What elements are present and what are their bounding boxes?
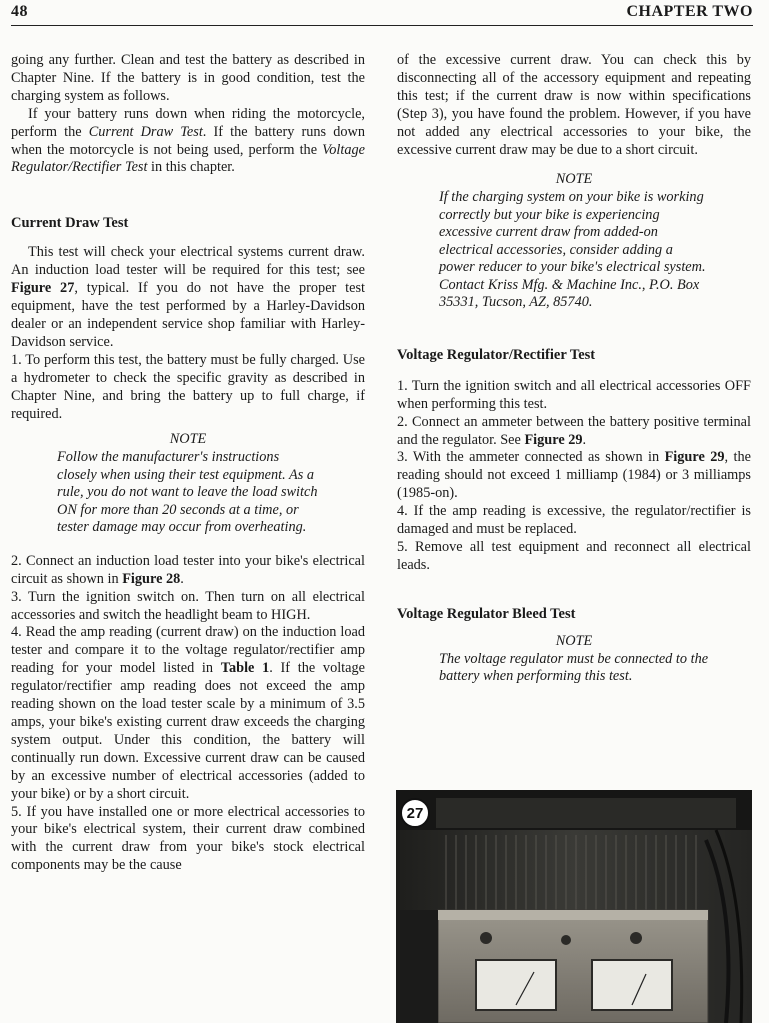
note-body: Follow the manufacturer's instructions closely when using their test equipment. As a rule, you do not want to leave the load switch ON for more than 20 seconds at a time, or tester damage may occur from overheating.	[57, 449, 318, 536]
load-tester-image	[396, 790, 752, 1023]
text: If your battery runs down when riding the motorcycle, perform the	[11, 105, 365, 140]
section-heading: Current Draw Test	[11, 215, 129, 232]
text: 2. Connect an ammeter between the battery positive terminal and the regulator. See	[397, 413, 751, 448]
text: , the reading should not exceed 1 milliamp (1984) or 3 milliamps (1985-on).	[397, 449, 751, 502]
figure-ref: Figure 27	[11, 280, 75, 297]
step: 1. To perform this test, the battery must be fully charged. Use a hydrometer to check the specific gravity as described in Chapter Nine, and bring the battery up to full charge, if required.	[11, 351, 365, 422]
text: , typical. If you do not have the proper test equipment, have the test performed by a Harley-Davidson dealer or an independent service shop familiar with Harley-Davidson service.	[11, 280, 365, 350]
step: 4. If the amp reading is excessive, the regulator/rectifier is damaged and must be replaced.	[397, 503, 751, 538]
text: . If the voltage regulator/rectifier amp reading does not exceed the amp reading shown on the load tester scale by a minimum of 3.5 amps, your bike's existing current draw exceeds the charging system output. Under this condition, the battery will continually run down. Excessive current draw can be caused by an excessive number of electrical accessories (added to your bike) or by a short circuit.	[11, 660, 365, 802]
figure-ref: Figure 29	[524, 431, 583, 448]
paragraph: going any further. Clean and test the battery as described in Chapter Nine. If the battery is in good condition, test the charging system as follows.	[11, 52, 365, 104]
chapter-title: CHAPTER TWO	[626, 3, 753, 20]
figure-ref: Figure 29	[664, 449, 725, 466]
paragraph: of the excessive current draw. You can check this by disconnecting all of the accessory equipment and repeating this test; if the current draw is now within specifications (Step 3), you have found the problem. However, if you have not added any electrical accessories to your bike, the excessive current draw may be due to a short circuit.	[397, 52, 751, 158]
note-title: NOTE	[555, 171, 593, 188]
figure-27-photo	[396, 790, 752, 1023]
note-body: The voltage regulator must be connected to the battery when performing this test.	[439, 650, 709, 685]
text: in this chapter.	[147, 159, 235, 176]
step: 3. Turn the ignition switch on. Then turn on all electrical accessories and switch the headlight beam to HIGH.	[11, 588, 365, 623]
step	[11, 553, 365, 589]
step	[397, 414, 751, 450]
step: 5. If you have installed one or more electrical accessories to your bike's electrical system, their current draw combined with the current draw from your bike's stock electrical components may be the cause	[11, 803, 365, 874]
text: . If the battery runs down when the motorcycle is not being used, perform the	[11, 123, 365, 158]
section-heading: Voltage Regulator/Rectifier Test	[397, 346, 596, 363]
text: 2. Connect an induction load tester into your bike's electrical circuit as shown in	[11, 552, 365, 587]
right-column	[397, 52, 751, 686]
text: .	[582, 431, 587, 448]
step: 1. Turn the ignition switch and all electrical accessories OFF when performing this test.	[397, 377, 751, 412]
emphasis: Voltage Regulator/Rectifier Test	[11, 141, 365, 176]
section-heading: Voltage Regulator Bleed Test	[397, 605, 576, 622]
note-body: If the charging system on your bike is working correctly but your bike is experiencing excessive current draw from added-on electrical accessories, consider adding a power reducer to your bike's electrical system. Contact Kriss Mfg. & Machine Inc., P.O. Box 35331, Tucson, AZ, 85740.	[439, 189, 706, 311]
emphasis: Current Draw Test	[88, 123, 203, 140]
figure-ref: Figure 28	[122, 570, 181, 587]
text: .	[180, 570, 184, 587]
paragraph	[11, 244, 365, 351]
text: 3. With the ammeter connected as shown in	[397, 449, 665, 466]
text: 4. Read the amp reading (current draw) on the induction load tester and compare it to the voltage regulator/rectifier amp reading for your model listed in	[11, 624, 365, 677]
table-ref: Table 1	[220, 660, 270, 677]
note-title: NOTE	[169, 431, 207, 448]
page-header	[11, 3, 753, 26]
text: This test will check your electrical systems current draw. An induction load tester will be required for this test; see	[11, 244, 365, 279]
step	[397, 449, 751, 503]
page-number: 48	[11, 3, 28, 20]
figure-number-badge: 27	[400, 798, 430, 828]
step: 5. Remove all test equipment and reconnect all electrical leads.	[397, 539, 751, 573]
step	[11, 624, 365, 803]
note-title: NOTE	[555, 632, 593, 649]
left-column	[11, 52, 365, 875]
paragraph	[11, 106, 365, 178]
